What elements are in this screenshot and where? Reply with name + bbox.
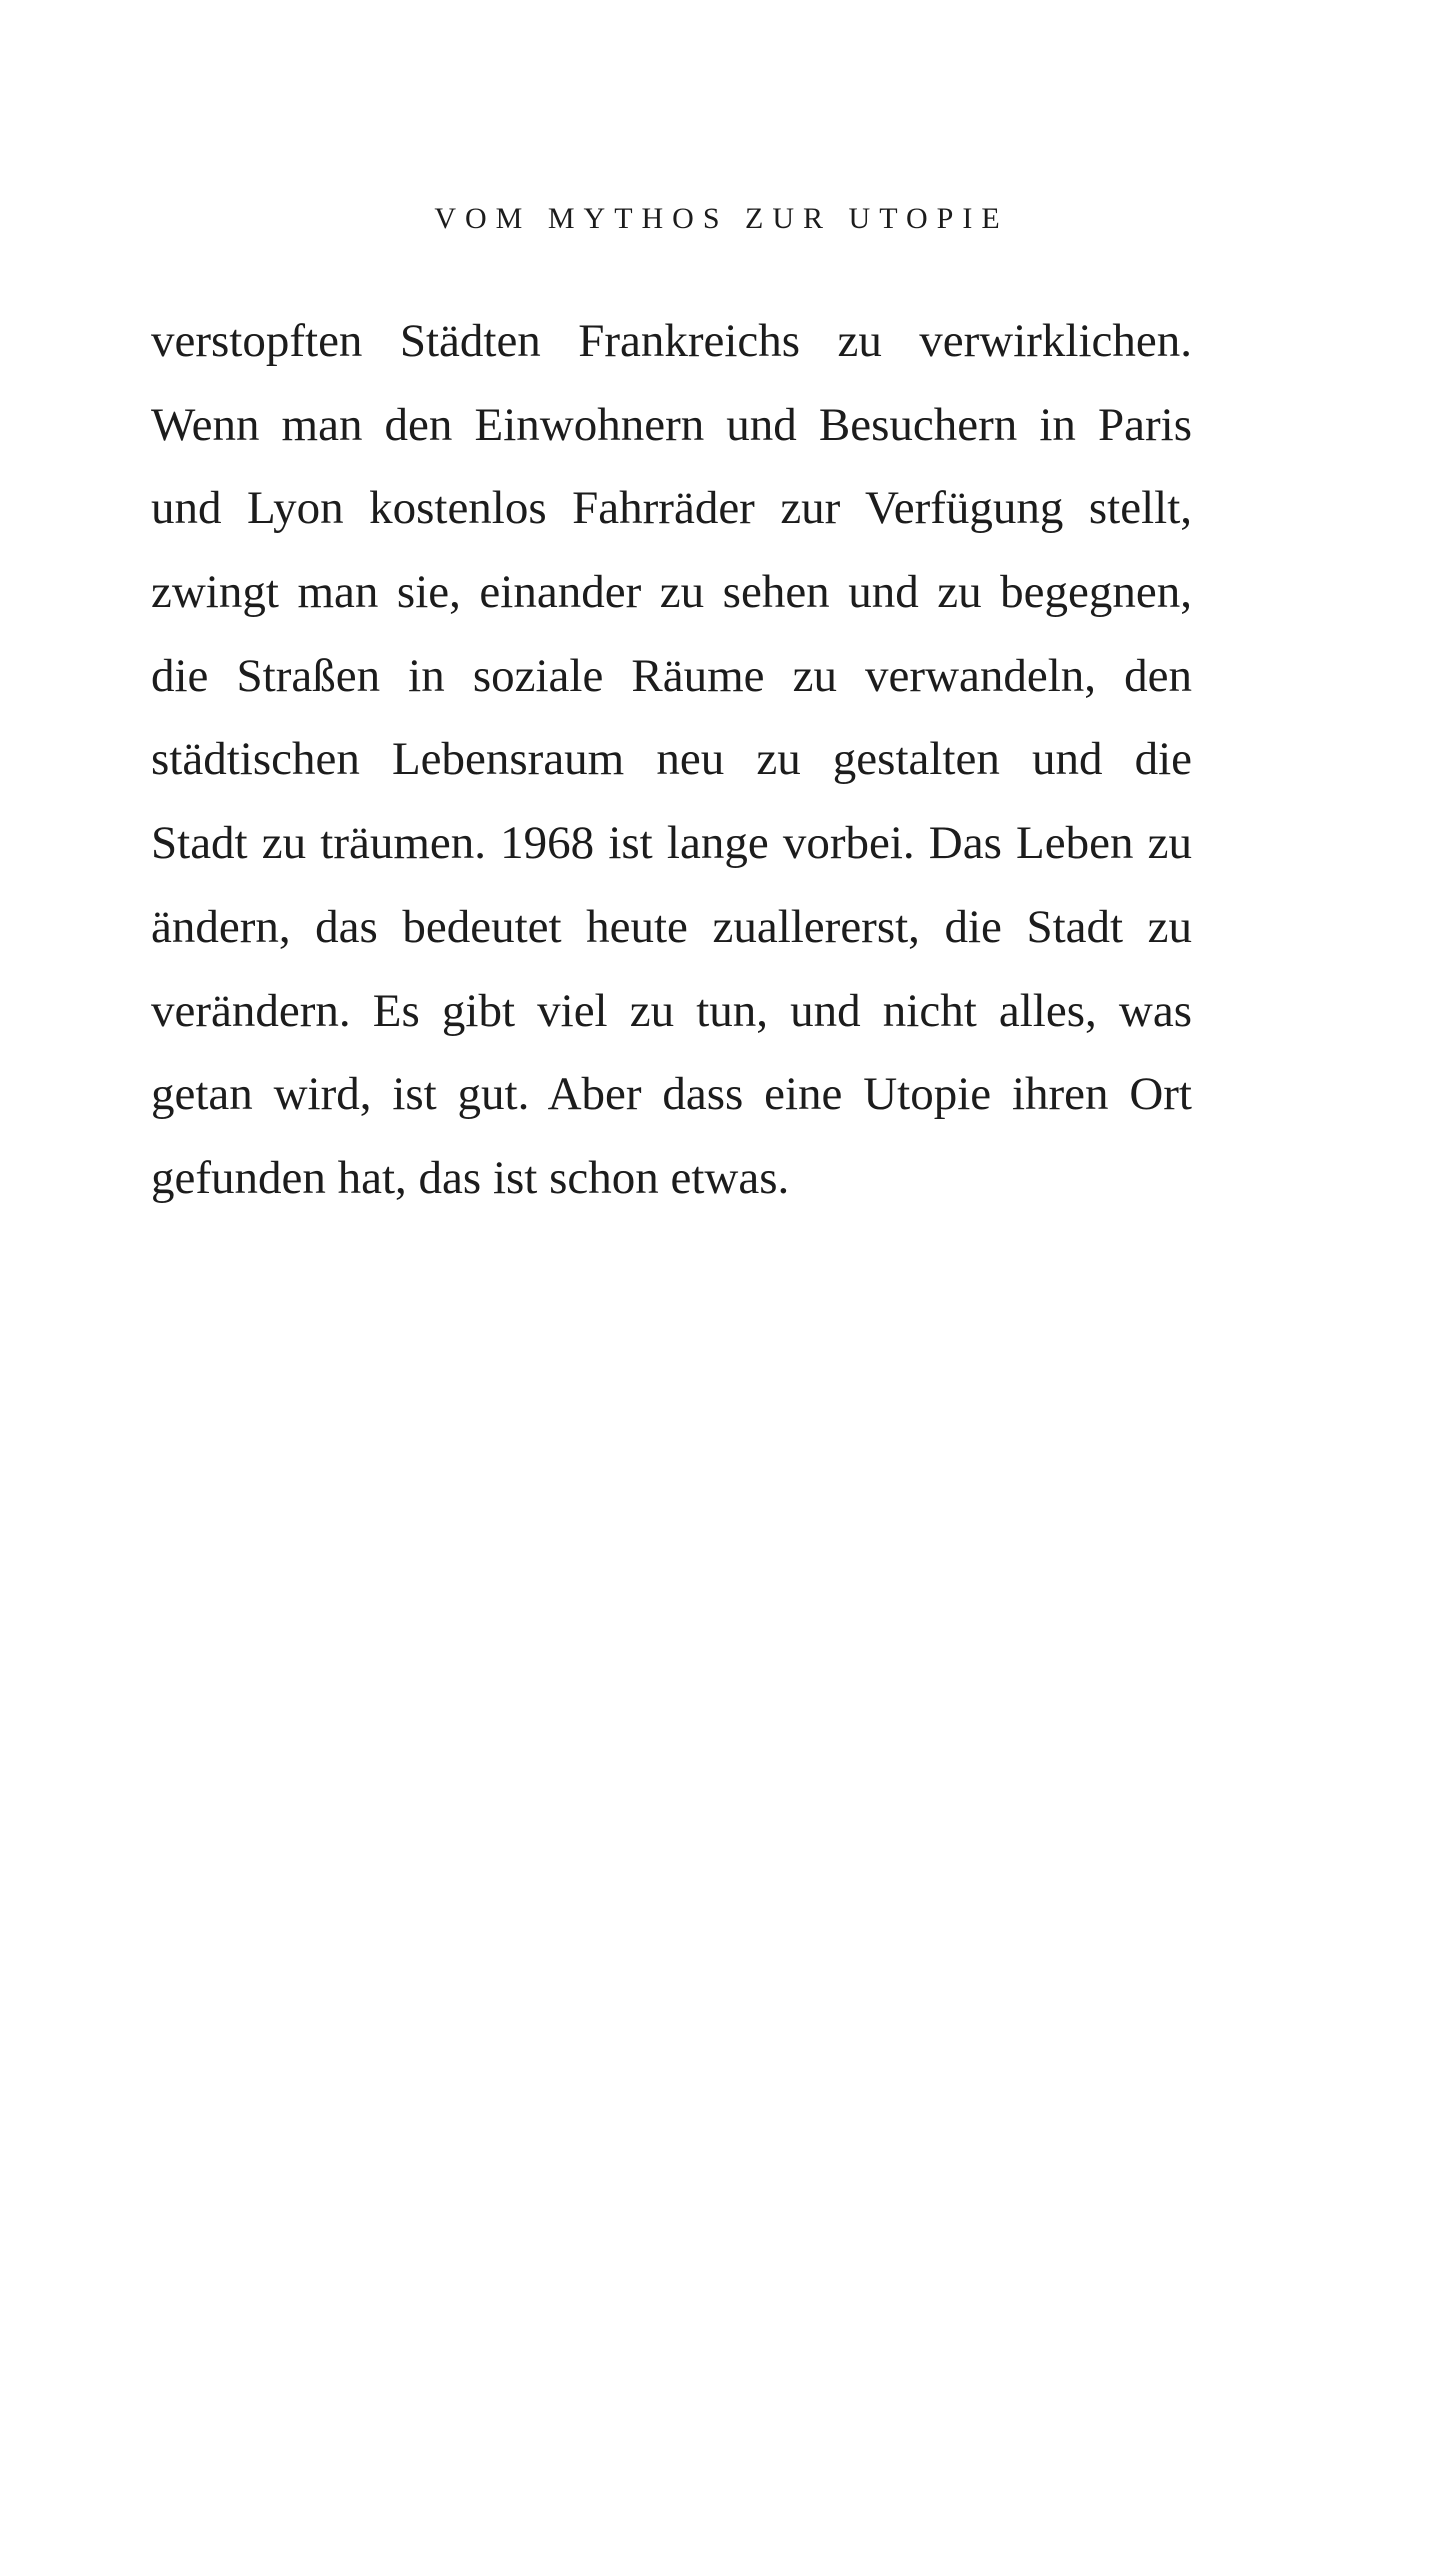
text-line: und Lyon kostenlos Fahrräder zur Verfügung stellt, (151, 482, 1192, 535)
text-line: städtischen Lebensraum neu zu gestalten und die (151, 733, 1192, 786)
text-line: die Straßen in soziale Räume zu verwandeln, den (151, 649, 1192, 702)
text-line: Wenn man den Einwohnern und Besuchern in Paris (151, 398, 1192, 451)
text-line: getan wird, ist gut. Aber dass eine Utopie ihren Ort (151, 1068, 1192, 1121)
text-line: gefunden hat, das ist schon etwas. (151, 1151, 790, 1204)
body-text (151, 300, 1192, 1221)
running-header: VOM MYTHOS ZUR UTOPIE (434, 202, 1009, 235)
text-line: ändern, das bedeutet heute zuallererst, die Stadt zu (151, 900, 1192, 953)
text-line: zwingt man sie, einander zu sehen und zu begegnen, (151, 566, 1192, 619)
text-line: verstopften Städten Frankreichs zu verwirklichen. (151, 315, 1192, 367)
text-line: verändern. Es gibt viel zu tun, und nicht alles, was (151, 984, 1192, 1037)
text-line: Stadt zu träumen. 1968 ist lange vorbei. Das Leben zu (151, 817, 1192, 870)
